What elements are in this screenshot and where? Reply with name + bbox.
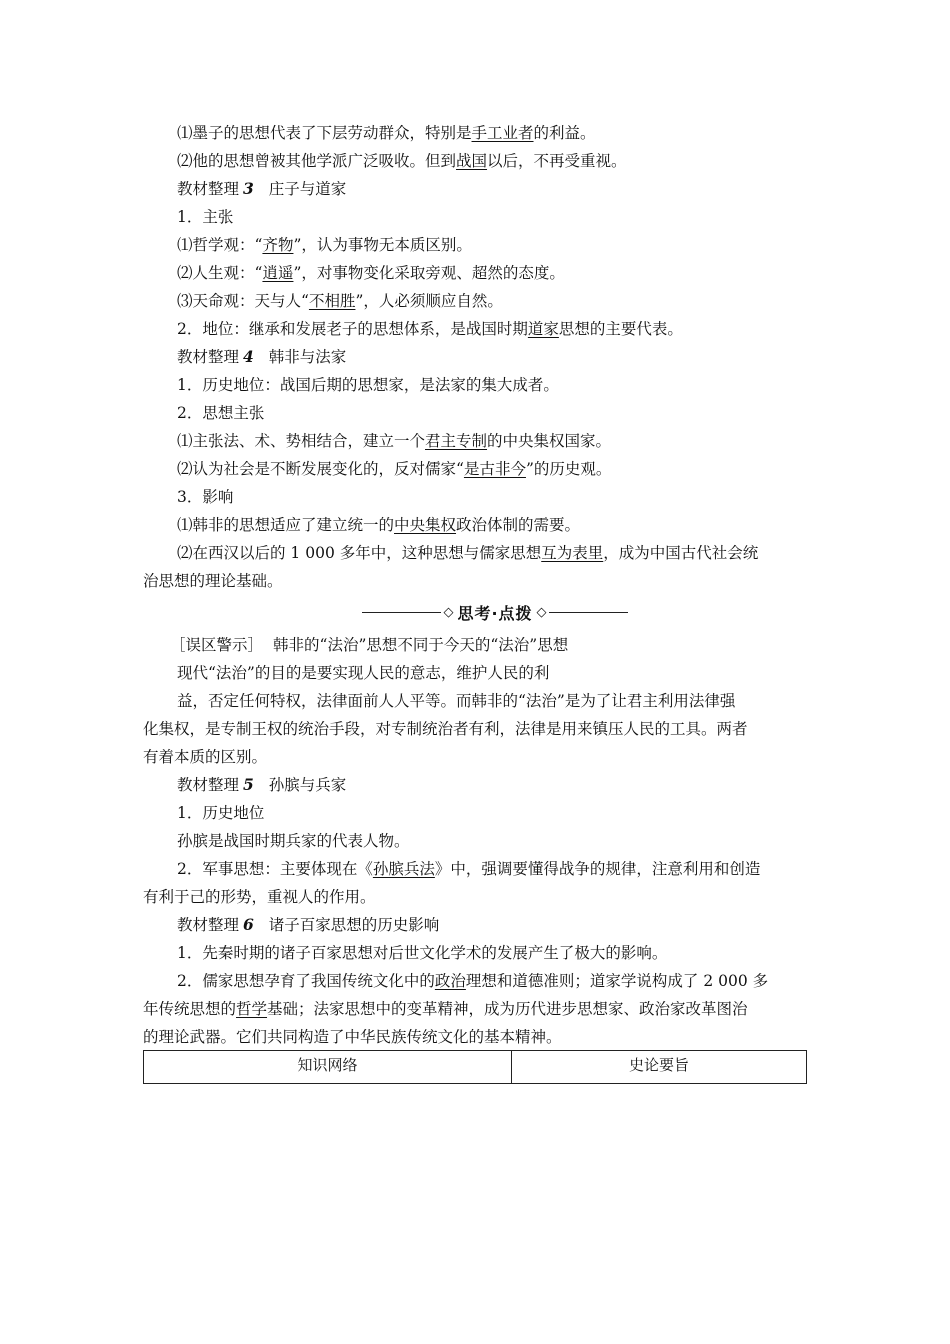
section-6-item-2-end: 的理论武器。它们共同构造了中华民族传统文化的基本精神。 [143,1028,562,1046]
blank-answer: 是古非今 [463,460,526,478]
section-3-item-1: 1．主张 [177,208,234,226]
blank-answer: 政治 [434,972,466,990]
section-5-heading: 教材整理 5 孙膑与兵家 [177,775,347,794]
summary-table [143,1050,807,1084]
section-5-text: 孙膑是战国时期兵家的代表人物。 [177,832,410,850]
blank-answer: 战国 [456,152,488,170]
legalism-point-1: ⑴主张法、术、势相结合，建立一个君主专制的中央集权国家。 [177,432,612,450]
table-header-history-points: 史论要旨 [628,1056,689,1074]
warning-text-3: 化集权，是专制王权的统治手段，对专制统治者有利，法律是用来镇压人民的工具。两者 [143,720,748,738]
life-view: ⑵人生观：“逍遥”，对事物变化采取旁观、超然的态度。 [177,264,565,282]
influence-point-2: ⑵在西汉以后的 1 000 多年中，这种思想与儒家思想互为表里，成为中国古代社会统 [177,544,759,562]
section-4-heading: 教材整理 4 韩非与法家 [177,347,347,366]
legalism-point-2: ⑵认为社会是不断发展变化的，反对儒家“是古非今”的历史观。 [177,460,612,478]
section-5-item-1: 1．历史地位 [177,804,265,822]
blank-answer: 中央集权 [394,516,457,534]
section-4-item-1: 1．历史地位：战国后期的思想家，是法家的集大成者。 [177,376,559,394]
section-4-item-2: 2．思想主张 [177,404,265,422]
blank-answer: 互为表里 [541,544,604,562]
blank-answer: 君主专制 [425,432,488,450]
section-3-heading: 教材整理 3 庄子与道家 [177,179,347,198]
section-5-item-2-cont: 有利于己的形势，重视人的作用。 [143,888,376,906]
banner-title: 思考·点拨 [457,603,533,623]
section-6-item-2-cont: 年传统思想的哲学基础；法家思想中的变革精神，成为历代进步思想家、政治家改革图治 [143,1000,748,1018]
blank-answer: 哲学 [236,1000,268,1018]
philosophy-view: ⑴哲学观：“齐物”，认为事物无本质区别。 [177,236,472,254]
section-6-heading: 教材整理 6 诸子百家思想的历史影响 [177,915,440,934]
section-5-item-2: 2．军事思想：主要体现在《孙膑兵法》中，强调要懂得战争的规律，注意利用和创造 [177,860,761,878]
banner-rule-right [549,612,628,613]
blank-answer: 逍遥 [262,264,294,282]
section-4-item-3: 3．影响 [177,488,234,506]
blank-answer: 道家 [527,320,559,338]
influence-point-2-cont: 治思想的理论基础。 [143,572,283,590]
misconception-warning: ［误区警示］ 韩非的“法治”思想不同于今天的“法治”思想 [170,636,569,654]
diamond-icon: ◇ [536,604,547,620]
mozi-point-1: ⑴墨子的思想代表了下层劳动群众，特别是手工业者的利益。 [177,124,596,142]
section-3-item-2: 2．地位：继承和发展老子的思想体系，是战国时期道家思想的主要代表。 [177,320,683,338]
mozi-point-2: ⑵他的思想曾被其他学派广泛吸收。但到战国以后，不再受重视。 [177,152,627,170]
blank-answer: 手工业者 [471,124,534,142]
think-tip-banner [362,601,628,623]
blank-answer: 不相胜 [308,292,356,310]
section-6-item-2: 2．儒家思想孕育了我国传统文化中的政治理想和道德准则；道家学说构成了 2 000 多 [177,972,769,990]
table-header-knowledge-network: 知识网络 [144,1051,512,1083]
diamond-icon: ◇ [443,604,454,620]
section-6-item-1: 1．先秦时期的诸子百家思想对后世文化学术的发展产生了极大的影响。 [177,944,668,962]
influence-point-1: ⑴韩非的思想适应了建立统一的中央集权政治体制的需要。 [177,516,581,534]
warning-text-2: 益，否定任何特权，法律面前人人平等。而韩非的“法治”是为了让君主利用法律强 [177,692,736,710]
blank-answer: 孙膑兵法 [372,860,435,878]
heaven-view: ⑶天命观：天与人“不相胜”，人必须顺应自然。 [177,292,503,310]
banner-rule-left [362,612,441,613]
warning-text-1: 现代“法治”的目的是要实现人民的意志，维护人民的利 [177,664,550,682]
warning-text-4: 有着本质的区别。 [143,748,268,766]
blank-answer: 齐物 [262,236,294,254]
